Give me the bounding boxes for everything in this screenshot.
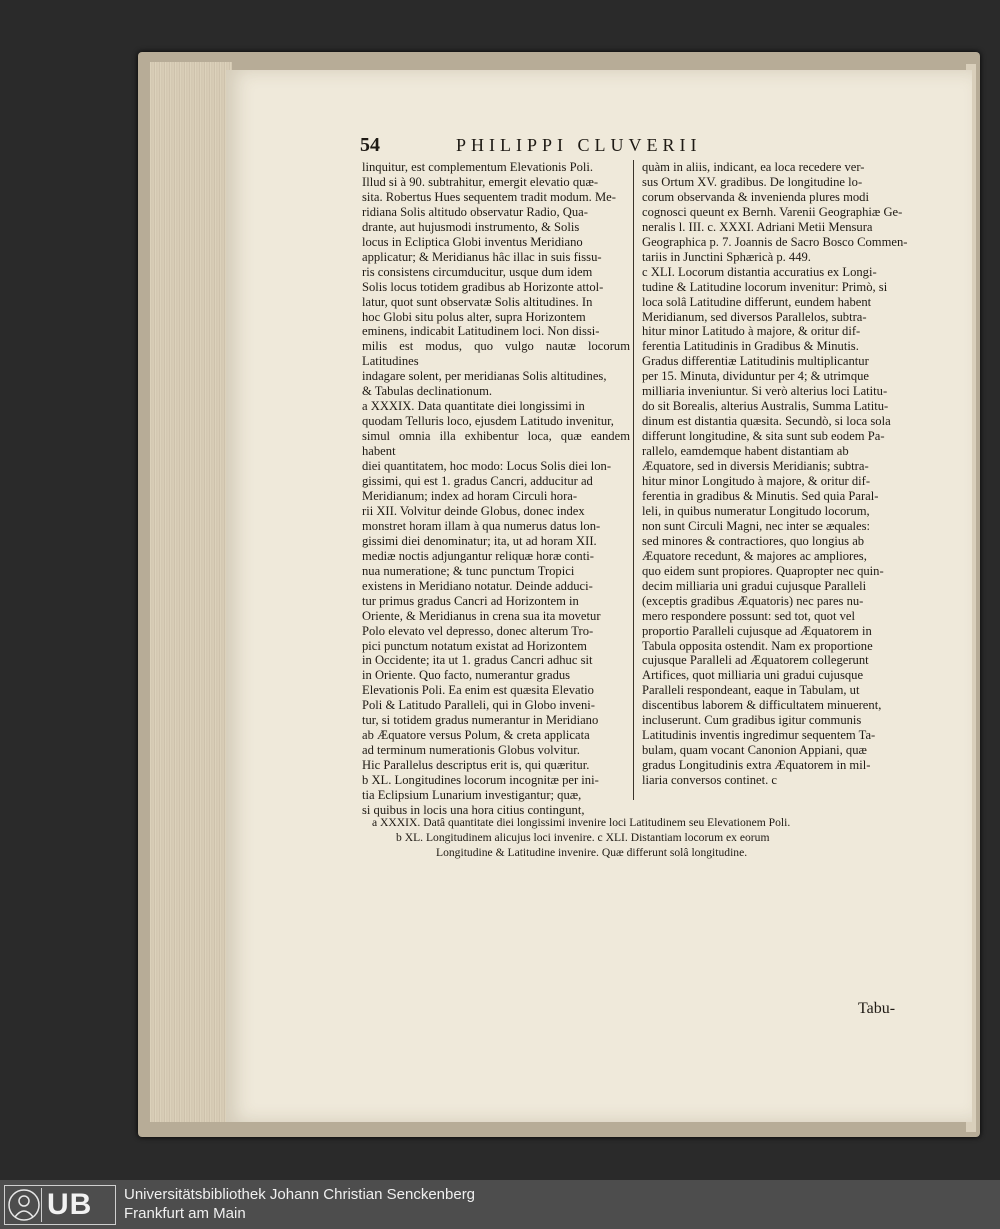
text-line: eminens, indicabit Latitudinem loci. Non dissi- [362,324,600,339]
text-line: in Oriente. Quo facto, numerantur gradus [362,668,571,683]
text-line: Æquatore recedunt, & majores ac ampliores, [642,548,867,563]
library-logo[interactable] [4,1185,116,1225]
text-line: ab Æquatore versus Polum, & creta applicata [362,728,590,743]
text-line: c XLI. Locorum distantia accuratius ex Longi- [642,264,877,279]
text-line: liaria conversos continet. c [642,773,777,788]
page-edges [150,62,232,1122]
text-line: rallelo, eamdemque habent distantiam ab [642,444,849,459]
text-line: monstret horam illam à qua numerus datus lon- [362,518,601,533]
text-line: latur, quot sunt observatæ Solis altitudines. In [362,294,593,309]
library-footer [0,1180,1000,1229]
text-line: existens in Meridiano notatur. Deinde adduci- [362,578,593,593]
text-line: gissimi, qui est 1. gradus Cancri, adducitur ad [362,474,593,489]
text-line: proportio Paralleli cujusque ad Æquatorem in [642,623,872,638]
text-line: in Occidente; ita ut 1. gradus Cancri adhuc sit [362,653,593,668]
text-line: ad terminum numerationis Globus volvitur. [362,743,580,758]
text-line: Polo elevato vel depresso, donec alterum Tro- [362,623,594,638]
text-line: Latitudinis inventis ingredimur sequentem Ta- [642,728,876,743]
text-line: do sit Borealis, alterius Australis, Summa Latitu- [642,399,889,414]
footnote-a: a XXXIX. Datâ quantitate diei longissimi invenire loci Latitudinem seu Elevationem Poli. [372,816,791,829]
right-text-column [642,160,910,788]
text-line: mero respondere possunt: sed tot, quot vel [642,608,856,623]
text-line: cujusque Paralleli ad Æquatorem collegerunt [642,653,869,668]
text-line: Elevationis Poli. Ea enim est quæsita Elevatio [362,683,594,698]
text-line: Geographica p. 7. Joannis de Sacro Bosco Commen- [642,234,908,249]
page-number: 54 [360,134,380,156]
text-line: Gradus differentiæ Latitudinis multiplicantur [642,354,869,369]
left-text-column [362,160,630,818]
text-line: ferentia in gradibus & Minutis. Sed quia Paral- [642,488,879,503]
text-line: sita. Robertus Hues sequentem tradit modum. Me- [362,189,616,204]
text-line: ris consistens circumducitur, usque dum idem [362,264,593,279]
text-line: ridiana Solis altitudo observatur Radio, Qua- [362,204,588,219]
seal-icon [7,1188,42,1222]
text-line: Meridianum; index ad horam Circuli hora- [362,488,578,503]
text-line: non sunt Circuli Magni, nec inter se æquales: [642,518,871,533]
text-line: corum observanda & invenienda plures modi [642,189,869,204]
text-line: Hic Parallelus descriptus erit is, qui quæritur. [362,758,590,773]
footnote-b: b XL. Longitudinem alicujus loci invenire. c XLI. Distantiam locorum ex eorum [396,831,770,844]
text-line: Solis locus totidem gradibus ab Horizonte attol- [362,279,604,294]
running-head: PHILIPPI CLUVERII [456,135,702,155]
text-line: hitur minor Longitudo à majore, & oritur dif- [642,474,871,489]
text-line: pici punctum notatum existat ad Horizontem [362,638,587,653]
text-line: quo eidem sunt propiores. Quapropter nec quin- [642,563,884,578]
text-line: sus Ortum XV. gradibus. De longitudine lo- [642,174,863,189]
text-line: gissimi diei denominatur; ita, ut ad horam XII. [362,533,597,548]
text-line: Artifices, quot milliaria uni gradui cujusque [642,668,864,683]
text-line: Meridianum, sed diversos Parallelos, subtra- [642,309,867,324]
text-line: & Tabulas declinationum. [362,384,493,399]
page-header [360,134,800,158]
text-line: Poli & Latitudo Paralleli, qui in Globo inveni- [362,698,595,713]
catchword: Tabu- [858,1000,896,1017]
footnote-c: Longitudine & Latitudine invenire. Quæ differunt solâ longitudine. [436,846,748,859]
text-line: simul omnia illa exhibentur loca, quæ eandem habent [362,429,630,459]
text-line: differunt longitudine, & sita sunt sub eodem Pa- [642,429,885,444]
text-line: locus in Ecliptica Globi inventus Meridiano [362,234,583,249]
text-line: Æquatore, sed in diversis Meridianis; subtra- [642,459,869,474]
text-line: cognosci queunt ex Bernh. Varenii Geographiæ Ge- [642,204,903,219]
text-line: mediæ noctis adjungantur reliquæ horæ conti- [362,548,594,563]
text-line: Paralleli respondeant, eaque in Tabulam, ut [642,683,860,698]
text-line: leli, in quibus numeratur Longitudo locorum, [642,503,870,518]
text-line: linquitur, est complementum Elevationis Poli. [362,160,594,174]
text-line: applicatur; & Meridianus hâc illac in suis fissu- [362,249,602,264]
text-line: tur, si totidem gradus numerantur in Meridiano [362,713,599,728]
text-line: rii XII. Volvitur deinde Globus, donec index [362,503,585,518]
text-line: incluserunt. Cum gradibus igitur communis [642,713,862,728]
text-line: nua numeratione; & tunc punctum Tropici [362,563,575,578]
text-line: discentibus laborem & difficultatem minuerent, [642,698,882,713]
library-location: Frankfurt am Main [124,1205,246,1222]
text-line: drante, aut hujusmodi instrumento, & Solis [362,219,580,234]
text-line: milliaria inveniuntur. Si verò alterius loci Latitu- [642,384,888,399]
text-line: hitur minor Latitudo à majore, & oritur dif- [642,324,861,339]
text-line: milis est modus, quo vulgo nautæ locorum Latitudines [362,339,630,369]
text-line: tur primus gradus Cancri ad Horizontem in [362,593,579,608]
text-line: ferentia Latitudinis in Gradibus & Minutis. [642,339,859,354]
text-line: gradus Longitudinis extra Æquatorem in mil- [642,758,871,773]
text-line: neralis l. III. c. XXXI. Adriani Metii Mensura [642,219,873,234]
text-line: Oriente, & Meridianus in crena sua ita movetur [362,608,601,623]
text-line: tudine & Latitudine locorum invenitur: Primò, si [642,279,888,294]
text-line: hoc Globi situ polus alter, supra Horizontem [362,309,586,324]
text-line: tariis in Junctini Sphæricà p. 449. [642,249,811,264]
text-line: quodam Telluris loco, ejusdem Latitudo invenitur, [362,414,614,429]
text-line: per 15. Minuta, dividuntur per 4; & utrimque [642,369,870,384]
text-line: b XL. Longitudines locorum incognitæ per ini- [362,773,599,788]
text-line: Illud si à 90. subtrahitur, emergit elevatio quæ- [362,174,599,189]
text-line: decim milliaria uni gradui cujusque Paralleli [642,578,867,593]
text-line: si quibus in locis una hora citius contingunt, [362,802,585,817]
text-line: tia Eclipsium Lunarium investigantur; quæ, [362,788,582,803]
column-rule [633,160,634,800]
logo-text: UB [47,1188,93,1221]
library-name: Universitätsbibliothek Johann Christian Senckenberg [124,1186,476,1203]
text-line: sed minores & contractiores, quo longius ab [642,533,865,548]
text-line: dinum est distantia quæsita. Secundò, si loca sola [642,414,891,429]
text-line: indagare solent, per meridianas Solis altitudines, [362,369,607,384]
text-line: diei quantitatem, hoc modo: Locus Solis diei lon- [362,459,612,474]
text-line: bulam, quam vocant Canonion Appiani, quæ [642,743,867,758]
text-line: loca solâ Latitudine differunt, eundem habent [642,294,872,309]
text-line: quàm in aliis, indicant, ea loca recedere ver- [642,160,865,174]
text-line: (exceptis gradibus Æquatoris) nec pares nu- [642,593,864,608]
text-line: Tabula opposita ostendit. Nam ex proportione [642,638,873,653]
text-line: a XXXIX. Data quantitate diei longissimi in [362,399,585,414]
